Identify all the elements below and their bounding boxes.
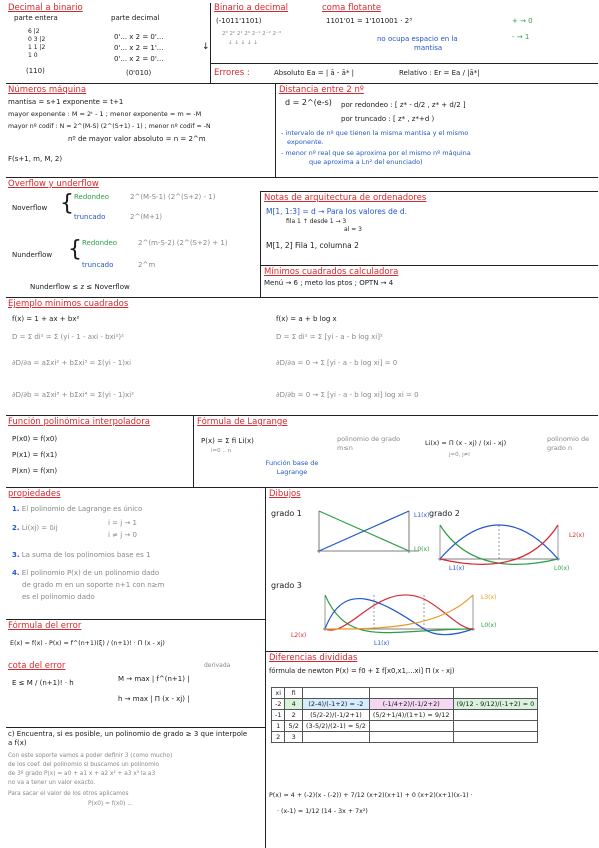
ejemplo-left-2: D = Σ di² = Σ (yi - 1 - axi - bxi²)² (12, 333, 124, 341)
binario-decimal-box (214, 3, 314, 63)
coma-note-1: no ocupa espacio en la (377, 35, 458, 43)
newton-title: Diferencias divididas (269, 653, 358, 663)
dist-line-5: exponente. (287, 138, 324, 146)
division-line-4: 1 0 (28, 52, 38, 59)
propiedades-title: propiedades (8, 489, 61, 499)
table-cell: (5/2-2)/(-1/2+1) (302, 710, 369, 721)
ejemplo-left-1: f(x) = 1 + ax + bx² (12, 315, 80, 323)
divider-minimos-top (260, 265, 598, 266)
divider-v2 (275, 83, 276, 177)
lagrange-title: Fórmula de Lagrange (197, 417, 288, 427)
parte-decimal-label: parte decimal (111, 14, 160, 22)
table-row (272, 732, 538, 743)
prop-4-text: El polinomio P(x) de un polinomio dado (21, 569, 160, 577)
table-cell: 4 (285, 699, 302, 710)
lagrange-base: Función base de Lagrange (265, 459, 319, 476)
newton-px: P(x) = 4 + (-2)(x - (-2)) + 7/12 (x+2)(x+1) + 0 (x+2)(x+1)(x-1) · (269, 792, 473, 799)
ov-truncado-value: 2^(M+1) (130, 213, 163, 221)
ejercicio-line-2: de los coef. del polinomio si buscamos un polinomio (8, 762, 160, 768)
overflow-title: Overflow y underflow (8, 179, 99, 189)
decimal-line-3: 0'... x 2 = 0'... (114, 55, 164, 63)
divider-v4 (193, 415, 194, 487)
lagrange-grado: polinomio de grado m≤n (337, 435, 401, 452)
table-cell: (5/2+1/4)/(1+1) = 9/12 (369, 710, 453, 721)
table-cell (369, 732, 453, 743)
prop-2-text: Li(xj) = δij (21, 524, 58, 532)
notas-line-1b: fila 1 ↑ desde 1 → 3 (286, 218, 347, 225)
ejemplo-right-4: ∂D/∂b = 0 → Σ [yi - a - b log xi] log xi = 0 (276, 391, 419, 399)
grado-2-drawing (434, 519, 564, 569)
cota-title: cota del error (8, 661, 66, 671)
dist-line-1: d = 2^(e-s) (285, 98, 332, 107)
table-cell: fi (285, 688, 302, 699)
g2-l0-label: L0(x) (554, 565, 570, 572)
ejercicio-line-4: no va a tener un valor exacto. (8, 780, 96, 786)
table-cell (453, 688, 538, 699)
decimal-line-2: 0'... x 2 = 1'... (114, 44, 164, 52)
prop-2-case-2: i ≠ j → 0 (108, 531, 137, 539)
nm-line-3: mayor nº codif : N = 2^(M-S) (2^(S+1) - 1) ; menor nº codif = -N (8, 123, 211, 130)
fp-line-2: P(x1) = f(x1) (12, 451, 58, 459)
ov-redondeo-value: 2^(M-S-1) (2^(S+2) - 1) (130, 193, 216, 201)
minimos-title: Mínimos cuadrados calculadora (264, 267, 399, 277)
funcion-polinomica-title: Función polinómica interpoladora (8, 417, 150, 427)
division-line-2: 0 3 |2 (28, 36, 46, 43)
table-cell: -1 (272, 710, 285, 721)
division-line-1: 6 |2 (28, 28, 40, 35)
ejercicio-line-3: de 3º grado P(x) = a0 + a1 x + a2 x² + a3 x³ la a3 (8, 771, 156, 777)
notas-line-2: M[1, 2] Fila 1, columna 2 (266, 241, 359, 250)
ejemplo-right-2: D = Σ di² = Σ [yi - a - b log xi]² (276, 333, 383, 341)
divider-h7-left (6, 727, 265, 728)
dist-line-7: que aproxima a Ln² del enunciado) (309, 158, 423, 166)
table-cell (369, 688, 453, 699)
division-line-3: 1 1 |2 (28, 44, 46, 51)
table-cell: -2 (272, 699, 285, 710)
distancia-title: Distancia entre 2 nº (279, 85, 364, 95)
dist-line-2: por redondeo : [ z* - d/2 , z* + d/2 ] (341, 101, 466, 109)
ejemplo-title: Ejemplo mínimos cuadrados (8, 299, 129, 309)
binario-line-2: 2³ 2² 2¹ 2⁰ 2⁻¹ 2⁻² 2⁻³ (222, 31, 282, 37)
coma-line-1: 1101'01 = 1'101001 · 2³ (326, 17, 412, 25)
notas-line-1: M[1, 1:3] = d → Para los valores de d. (266, 207, 408, 216)
table-cell: 1 (272, 721, 285, 732)
errores-absoluto: Absoluto Ea = | ā - ā* | (274, 69, 355, 77)
minimos-line-1: Menú → 6 ; meto los ptos ; OPTN → 4 (264, 279, 394, 287)
divider-h6-right (265, 651, 598, 652)
notas-line-1c: al = 3 (344, 226, 363, 233)
table-cell: 2 (285, 710, 302, 721)
g2-l1-label: L1(x) (449, 565, 465, 572)
prop-1-text: El polinomio de Lagrange es único (21, 505, 143, 513)
lagrange-box (197, 417, 597, 485)
underflow-relation: Nunderflow ≤ z ≤ Noverflow (30, 283, 130, 291)
prop-4b: de grado m en un soporte n+1 con n≥m (22, 581, 165, 589)
notas-box (264, 193, 596, 265)
numeros-maquina-box (8, 85, 272, 177)
lagrange-grado-n: polinomio de grado n (547, 435, 590, 452)
table-row (272, 710, 538, 721)
ejercicio-line-5: Para sacar el valor de los otros aplicamos (8, 791, 129, 797)
table-row (272, 721, 538, 732)
fp-line-3: P(xn) = f(xn) (12, 467, 58, 475)
h-max: h → max | Π (x - xj) | (118, 695, 190, 703)
table-cell: 5/2 (285, 721, 302, 732)
nm-line-4: nº de mayor valor absoluto = n = 2^m (68, 135, 206, 143)
table-cell (369, 721, 453, 732)
errores-box (214, 65, 597, 83)
table-cell (453, 710, 538, 721)
grado-3-drawing (319, 589, 479, 644)
ov-redondeo-label: Redondeo (74, 193, 110, 201)
g3-l3-label: L3(x) (481, 594, 497, 601)
overflow-label: Noverflow (12, 204, 48, 212)
ejercicio-line-6: P(x0) = f(x0) ... (88, 801, 133, 807)
dibujos-grado-2: grado 2 (429, 509, 460, 518)
nm-line-5: F(s+1, m, M, 2) (8, 155, 63, 163)
g3-l2-label: L2(x) (291, 632, 307, 639)
cota-formula: E ≤ M / (n+1)! · h (12, 679, 74, 687)
coma-arrow-2: - → 1 (512, 33, 530, 41)
dibujos-grado-1: grado 1 (271, 509, 302, 518)
numeros-maquina-title: Números máquina (8, 85, 87, 95)
underflow-label: Nunderflow (12, 251, 53, 259)
overflow-brace-icon: { (60, 191, 74, 216)
m-max: M → max | f^(n+1) | (118, 675, 190, 683)
ejercicio-line-1: Con este soporte vamos a poder definir 3 (como mucho) (8, 753, 173, 759)
table-row (272, 688, 538, 699)
ejercicio-title: c) Encuentra, si es posible, un polinomio de grado ≥ 3 que interpole a f(x) (8, 730, 248, 747)
dist-line-6: - menor nº real que se aproxima por el mismo nº máquina (281, 149, 471, 157)
g1-l0-label: L0(x) (414, 546, 430, 553)
table-cell: (9/12 - 9/12)/(-1+2) = 0 (453, 699, 538, 710)
notas-title: Notas de arquitectura de ordenadores (264, 193, 427, 203)
table-cell: (-1/4+2)/(-1/2+2) (369, 699, 453, 710)
dist-line-3: por truncado : [ z* , z*+d ) (341, 115, 435, 123)
prop-3: 3. La suma de los polinomios base es 1 (12, 551, 151, 559)
grado-1-drawing (309, 501, 429, 561)
divider-v1 (210, 3, 211, 83)
lagrange-li-index: j=0, j≠i (449, 452, 470, 458)
g3-l0-label: L0(x) (481, 622, 497, 629)
un-truncado-label: truncado (82, 261, 114, 269)
distancia-box (279, 85, 597, 177)
divider-h1 (6, 83, 598, 84)
table-row (272, 699, 538, 710)
funcion-polinomica-box (8, 417, 188, 485)
coma-flotante-box (322, 3, 597, 63)
divider-h3 (6, 297, 598, 298)
divider-errores-top (210, 63, 598, 64)
error-formula-text: E(x) = f(x) - P(x) = f^(n+1)(ξ) / (n+1)! · Π (x - xj) (10, 640, 165, 647)
nm-line-1: mantisa = s+1 exponente = t+1 (8, 98, 124, 106)
dist-line-4: - intervalo de nº que tienen la misma mantisa y el mismo (281, 129, 469, 137)
overflow-box (8, 179, 258, 297)
newton-px-2: · (x-1) = 1/12 (14 - 3x + 7x²) (277, 808, 368, 815)
decimal-binario-title: Decimal a binario (8, 3, 83, 13)
decimal-binario-box (6, 3, 208, 83)
divider-v3 (260, 191, 261, 297)
binario-line-3: ↓ ↓ ↓ ↓ ↓ (228, 40, 259, 46)
dibujos-grado-3: grado 3 (271, 581, 302, 590)
prop-4c: es el polinomio dado (22, 593, 95, 601)
divider-h4 (6, 415, 598, 416)
table-cell: (3-5/2)/(2-1) = 5/2 (302, 721, 369, 732)
dibujos-box (269, 489, 597, 649)
table-cell: 3 (285, 732, 302, 743)
result-entera: (110) (26, 67, 45, 75)
coma-arrow-1: + → 0 (512, 17, 533, 25)
error-formula-box (8, 621, 262, 727)
prop-4: 4. El polinomio P(x) de un polinomio dado (12, 569, 160, 577)
parte-entera-label: parte entera (14, 14, 58, 22)
ejercicio-box (8, 730, 262, 845)
fp-line-1: P(x0) = f(x0) (12, 435, 58, 443)
underflow-brace-icon: { (68, 237, 82, 262)
g3-l1-label: L1(x) (374, 640, 390, 647)
prop-1: 1. El polinomio de Lagrange es único (12, 505, 143, 513)
g2-l2-label: L2(x) (569, 532, 585, 539)
divider-h5 (6, 487, 598, 488)
divider-notas-top (260, 191, 598, 192)
lagrange-li: Li(x) = Π (x - xj) / (xi - xj) (425, 439, 507, 447)
newton-formula: fórmula de newton P(x) = f0 + Σ f[x0,x1,...xi] Π (x - xj) (269, 667, 455, 675)
prop-2-case-1: i = j → 1 (108, 519, 137, 527)
table-cell: xi (272, 688, 285, 699)
table-cell: 2 (272, 732, 285, 743)
nm-line-2: mayor exponente : M = 2ᵗ - 1 ; menor exponente = m = -M (8, 110, 202, 118)
table-cell (302, 688, 369, 699)
un-redondeo-label: Redondeo (82, 239, 118, 247)
coma-flotante-title: coma flotante (322, 3, 382, 13)
coma-note-2: mantisa (414, 44, 443, 52)
decimal-line-4: (0'010) (126, 69, 152, 77)
divider-v5 (265, 487, 266, 848)
un-redondeo-value: 2^(m-S-2) (2^(S+2) + 1) (138, 239, 228, 247)
ejemplo-right-1: f(x) = a + b log x (276, 315, 337, 323)
ejemplo-left-3: ∂D/∂a = aΣxi² + bΣxi³ = Σ(yi - 1)xi (12, 359, 132, 367)
table-cell (302, 732, 369, 743)
g1-l1-label: L1(x) (414, 512, 430, 519)
down-arrow-icon: ↓ (202, 42, 210, 52)
divider-h2 (6, 177, 598, 178)
dibujos-title: Dibujos (269, 489, 301, 499)
lagrange-formula: P(x) = Σ fi Li(x) (201, 437, 254, 445)
prop-3-text: La suma de los polinomios base es 1 (21, 551, 151, 559)
errores-title: Errores : (214, 68, 250, 78)
ov-truncado-label: truncado (74, 213, 106, 221)
binario-decimal-title: Binario a decimal (214, 3, 288, 13)
un-truncado-value: 2^m (138, 261, 156, 269)
newton-box (269, 653, 597, 845)
ejemplo-left-4: ∂D/∂b = aΣxi³ + bΣxi⁴ = Σ(yi - 1)xi² (12, 391, 135, 399)
divider-h6-left (6, 619, 265, 620)
propiedades-box (8, 489, 262, 617)
ejemplo-right-3: ∂D/∂a = 0 → Σ [yi - a - b log xi] = 0 (276, 359, 398, 367)
prop-2: 2. Li(xj) = δij (12, 524, 58, 532)
binario-line-1: (-1011'1101) (216, 17, 262, 25)
lagrange-sum-index: i=0 .. n (211, 448, 232, 454)
table-cell (453, 732, 538, 743)
derivada-label: derivada (204, 662, 231, 669)
minimos-box (264, 267, 596, 295)
error-formula-title: Fórmula del error (8, 621, 82, 631)
newton-table (271, 687, 538, 743)
table-cell: (2-4)/(-1+2) = -2 (302, 699, 369, 710)
errores-relativo: Relativo : Er = Ea / |ā*| (399, 69, 480, 77)
table-cell (453, 721, 538, 732)
decimal-line-1: 0'... x 2 = 0'... (114, 33, 164, 41)
ejemplo-box (8, 299, 596, 413)
